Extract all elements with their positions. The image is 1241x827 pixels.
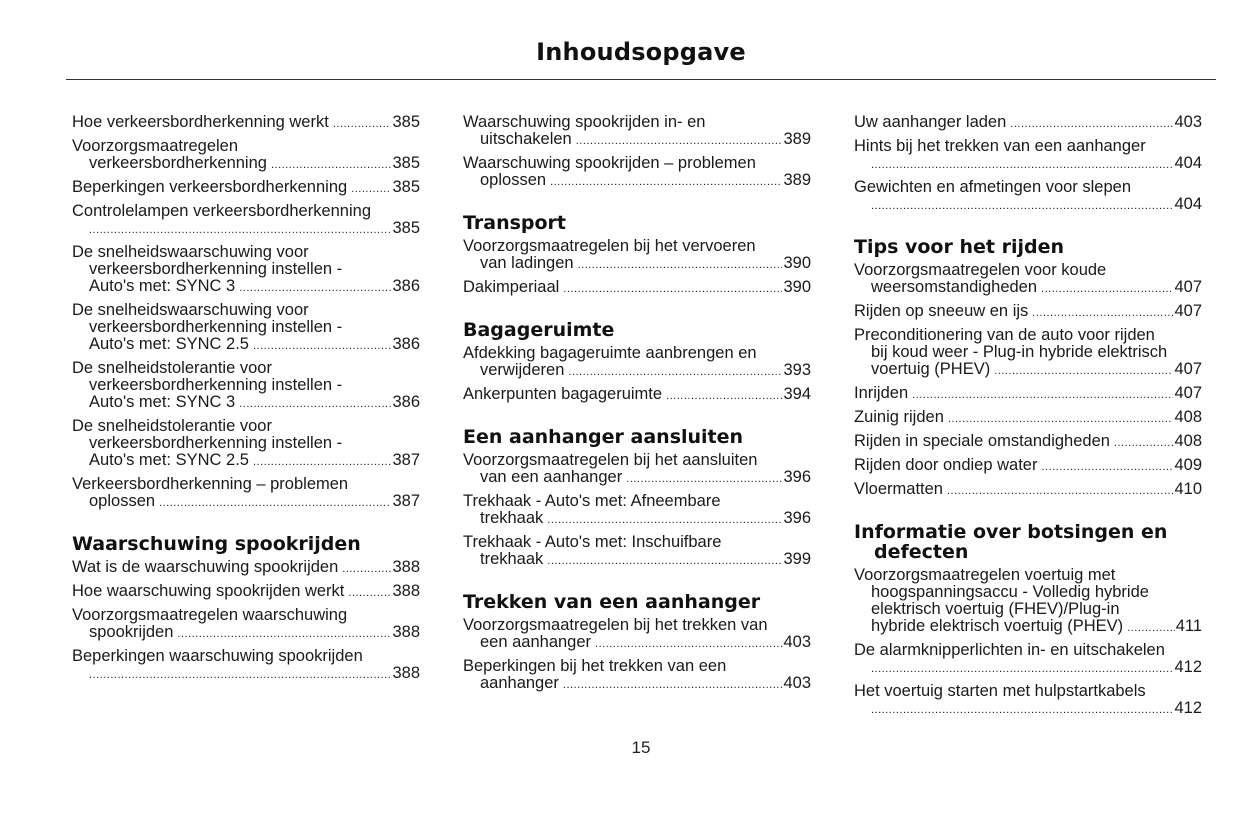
toc-entry-text: weersomstandigheden [871, 278, 1038, 296]
toc-entry-leader-row [463, 172, 811, 191]
dot-leader [253, 338, 392, 355]
toc-entry-page-number: 407 [1174, 302, 1202, 320]
toc-entry[interactable] [72, 559, 420, 578]
toc-entry[interactable] [463, 493, 811, 529]
section-heading-text: Bagageruimte [463, 319, 615, 341]
toc-entry-leader-row [854, 659, 1202, 678]
toc-entry-leader-row [463, 675, 811, 694]
section-heading [72, 534, 420, 554]
toc-entry-text: De snelheidswaarschuwing voor [72, 243, 309, 261]
toc-column-1 [72, 114, 420, 689]
toc-entry-leader-row [463, 386, 811, 405]
dot-leader [576, 133, 783, 150]
toc-entry[interactable] [463, 534, 811, 570]
toc-entry-leader-row [72, 278, 420, 297]
dot-leader [568, 364, 782, 381]
toc-entry-text: De snelheidswaarschuwing voor [72, 301, 309, 319]
toc-entry-text: Hoe verkeersbordherkenning werkt [72, 113, 329, 131]
toc-entry-text: Afdekking bagageruimte aanbrengen en [463, 344, 757, 362]
page-title: Inhoudsopgave [536, 38, 746, 66]
section-heading [463, 320, 811, 340]
toc-entry-leader-row [72, 624, 420, 643]
dot-leader [550, 174, 782, 191]
dot-leader [271, 157, 392, 174]
toc-entry[interactable] [72, 476, 420, 512]
toc-entry[interactable] [854, 433, 1202, 452]
toc-entry[interactable] [72, 203, 420, 239]
dot-leader [177, 626, 391, 643]
dot-leader [626, 471, 782, 488]
toc-entry[interactable] [854, 481, 1202, 500]
toc-entry-text: hybride elektrisch voertuig (PHEV) [871, 617, 1124, 635]
title-divider [66, 79, 1216, 80]
toc-entry[interactable] [854, 567, 1202, 637]
toc-entry-page-number: 385 [392, 219, 420, 237]
toc-entry-text: Auto's met: SYNC 2.5 [89, 335, 249, 353]
toc-entry-leader-row [854, 155, 1202, 174]
dot-leader [351, 181, 391, 198]
toc-entry-page-number: 403 [783, 674, 811, 692]
toc-entry-leader-row [72, 665, 420, 684]
section-heading-text: Tips voor het rijden [854, 236, 1064, 258]
toc-entry-page-number: 387 [392, 492, 420, 510]
toc-entry-page-number: 412 [1174, 658, 1202, 676]
toc-entry-text: De snelheidstolerantie voor [72, 417, 272, 435]
toc-entry-leader-row [854, 618, 1202, 637]
dot-leader [871, 157, 1173, 174]
dot-leader [333, 116, 392, 133]
toc-entry[interactable] [72, 302, 420, 355]
toc-entry-text: De alarmknipperlichten in- en uitschakelen [854, 641, 1165, 659]
toc-entry[interactable] [72, 607, 420, 643]
toc-entry-text: verwijderen [480, 361, 565, 379]
toc-column-2 [463, 114, 811, 699]
dot-leader [547, 553, 782, 570]
section-heading-text: defecten [874, 541, 969, 563]
toc-entry[interactable] [854, 457, 1202, 476]
dot-leader [1010, 116, 1173, 133]
toc-entry-text: Voorzorgsmaatregelen voor koude [854, 261, 1107, 279]
toc-entry-page-number: 388 [392, 558, 420, 576]
toc-entry-page-number: 387 [392, 451, 420, 469]
toc-entry-text: van ladingen [480, 254, 574, 272]
toc-entry-page-number: 394 [783, 385, 811, 403]
toc-entry-page-number: 411 [1175, 617, 1202, 635]
toc-entry-text: hoogspanningsaccu - Volledig hybride [871, 583, 1149, 601]
dot-leader [1032, 305, 1173, 322]
toc-entry-leader-row [72, 179, 420, 198]
toc-entry-page-number: 388 [392, 664, 420, 682]
toc-entry-text: uitschakelen [480, 130, 572, 148]
toc-entry-page-number: 396 [783, 509, 811, 527]
dot-leader [563, 281, 782, 298]
section-heading [463, 427, 811, 447]
dot-leader [563, 677, 783, 694]
toc-entry-text: Voorzorgsmaatregelen [72, 137, 239, 155]
dot-leader [253, 454, 392, 471]
toc-entry-text: Dakimperiaal [463, 278, 560, 296]
toc-entry-text: Auto's met: SYNC 2.5 [89, 451, 249, 469]
dot-leader [666, 388, 782, 405]
toc-entry-page-number: 407 [1174, 384, 1202, 402]
toc-entry-text: Waarschuwing spookrijden – problemen [463, 154, 756, 172]
dot-leader [947, 483, 1174, 500]
toc-entry-text: Vloermatten [854, 480, 943, 498]
section-heading-text: Trekken van een aanhanger [463, 591, 761, 613]
toc-entry-text: trekhaak [480, 550, 544, 568]
toc-entry-page-number: 408 [1174, 432, 1202, 450]
toc-entry-text: Voorzorgsmaatregelen voertuig met [854, 566, 1116, 584]
toc-entry-text: aanhanger [480, 674, 559, 692]
toc-entry-page-number: 390 [783, 254, 811, 272]
dot-leader [578, 257, 783, 274]
toc-entry[interactable] [854, 262, 1202, 298]
toc-entry-page-number: 412 [1174, 699, 1202, 717]
dot-leader [1114, 435, 1174, 452]
toc-entry[interactable] [463, 452, 811, 488]
toc-entry-text: Zuinig rijden [854, 408, 944, 426]
toc-entry[interactable] [72, 138, 420, 174]
dot-leader [871, 702, 1173, 719]
toc-entry-leader-row [72, 336, 420, 355]
toc-entry-leader-row [463, 510, 811, 529]
toc-entry-page-number: 385 [392, 113, 420, 131]
toc-entry-leader-row [72, 220, 420, 239]
toc-entry[interactable] [72, 418, 420, 471]
toc-entry[interactable] [854, 303, 1202, 322]
toc-entry-text: Voorzorgsmaatregelen bij het aansluiten [463, 451, 758, 469]
toc-entry-leader-row [854, 700, 1202, 719]
section-heading [463, 213, 811, 233]
dot-leader [547, 512, 782, 529]
dot-leader [1041, 459, 1173, 476]
toc-entry-leader-row [854, 114, 1202, 133]
toc-entry-leader-row [854, 409, 1202, 428]
toc-entry-page-number: 399 [783, 550, 811, 568]
toc-entry-text: Het voertuig starten met hulpstartkabels [854, 682, 1146, 700]
toc-entry-page-number: 396 [783, 468, 811, 486]
toc-entry-text: Rijden door ondiep water [854, 456, 1038, 474]
toc-entry-leader-row [72, 114, 420, 133]
toc-entry-page-number: 390 [783, 278, 811, 296]
toc-entry-leader-row [854, 457, 1202, 476]
toc-entry-leader-row [463, 551, 811, 570]
toc-entry-text: spookrijden [89, 623, 174, 641]
toc-entry-leader-row [72, 559, 420, 578]
toc-entry-leader-row [463, 362, 811, 381]
toc-entry-text: Beperkingen verkeersbordherkenning [72, 178, 348, 196]
toc-entry[interactable] [463, 238, 811, 274]
toc-entry[interactable] [72, 114, 420, 133]
section-heading-text: Informatie over botsingen en [854, 521, 1168, 543]
toc-entry[interactable] [463, 114, 811, 150]
toc-entry[interactable] [463, 279, 811, 298]
section-heading [854, 237, 1202, 257]
dot-leader [912, 387, 1173, 404]
toc-entry-text: verkeersbordherkenning instellen - [89, 260, 343, 278]
toc-entry-text: Voorzorgsmaatregelen bij het vervoeren [463, 237, 756, 255]
toc-entry[interactable] [463, 345, 811, 381]
toc-entry-page-number: 393 [783, 361, 811, 379]
toc-entry-page-number: 407 [1174, 278, 1202, 296]
toc-entry-page-number: 386 [392, 335, 420, 353]
dot-leader [348, 585, 391, 602]
toc-entry[interactable] [854, 385, 1202, 404]
toc-entry-text: Waarschuwing spookrijden in- en [463, 113, 706, 131]
toc-entry-text: Beperkingen bij het trekken van een [463, 657, 727, 675]
dot-leader [994, 363, 1173, 380]
toc-entry-text: een aanhanger [480, 633, 592, 651]
toc-entry-text: Auto's met: SYNC 3 [89, 277, 236, 295]
toc-entry-text: Trekhaak - Auto's met: Afneembare [463, 492, 721, 510]
dot-leader [595, 636, 782, 653]
dot-leader [89, 667, 391, 684]
section-heading [854, 522, 1202, 562]
toc-entry-leader-row [72, 493, 420, 512]
toc-entry-page-number: 388 [392, 623, 420, 641]
toc-entry[interactable] [854, 138, 1202, 174]
toc-entry-text: Beperkingen waarschuwing spookrijden [72, 647, 363, 665]
toc-entry-text: Rijden op sneeuw en ijs [854, 302, 1029, 320]
toc-entry-text: Hoe waarschuwing spookrijden werkt [72, 582, 345, 600]
dot-leader [1041, 281, 1173, 298]
dot-leader [1127, 620, 1175, 637]
toc-entry-text: Gewichten en afmetingen voor slepen [854, 178, 1132, 196]
toc-entry-text: Hints bij het trekken van een aanhanger [854, 137, 1146, 155]
toc-entry-text: verkeersbordherkenning instellen - [89, 376, 343, 394]
section-heading-text: Een aanhanger aansluiten [463, 426, 744, 448]
dot-leader [239, 280, 391, 297]
dot-leader [871, 661, 1173, 678]
toc-entry-leader-row [463, 131, 811, 150]
toc-entry[interactable] [463, 386, 811, 405]
toc-entry[interactable] [463, 617, 811, 653]
toc-entry-text: De snelheidstolerantie voor [72, 359, 272, 377]
toc-entry-leader-row [72, 155, 420, 174]
toc-entry[interactable] [72, 244, 420, 297]
toc-entry-leader-row [72, 452, 420, 471]
toc-entry-page-number: 408 [1174, 408, 1202, 426]
toc-entry-leader-row [854, 433, 1202, 452]
toc-entry[interactable] [854, 683, 1202, 719]
toc-entry-text: verkeersbordherkenning instellen - [89, 434, 343, 452]
toc-entry-text: elektrisch voertuig (FHEV)/Plug-in [871, 600, 1120, 618]
toc-entry[interactable] [854, 179, 1202, 215]
toc-entry[interactable] [72, 179, 420, 198]
toc-entry-text: verkeersbordherkenning [89, 154, 267, 172]
toc-entry-page-number: 389 [783, 171, 811, 189]
toc-entry-text: voertuig (PHEV) [871, 360, 991, 378]
toc-entry-leader-row [72, 583, 420, 602]
toc-entry[interactable] [463, 155, 811, 191]
toc-entry-text: Wat is de waarschuwing spookrijden [72, 558, 339, 576]
toc-entry-page-number: 385 [392, 178, 420, 196]
toc-entry-text: trekhaak [480, 509, 544, 527]
toc-entry-page-number: 410 [1174, 480, 1202, 498]
toc-entry-text: Controlelampen verkeersbordherkenning [72, 202, 372, 220]
toc-entry[interactable] [854, 409, 1202, 428]
toc-entry-page-number: 404 [1174, 195, 1202, 213]
toc-entry-page-number: 409 [1174, 456, 1202, 474]
toc-entry-text: Voorzorgsmaatregelen waarschuwing [72, 606, 348, 624]
toc-entry-text: Uw aanhanger laden [854, 113, 1007, 131]
toc-entry-leader-row [854, 279, 1202, 298]
toc-entry-text: bij koud weer - Plug-in hybride elektrisch [871, 343, 1168, 361]
toc-entry-text: verkeersbordherkenning instellen - [89, 318, 343, 336]
toc-entry-leader-row [463, 634, 811, 653]
toc-entry[interactable] [854, 642, 1202, 678]
section-heading [463, 592, 811, 612]
toc-entry-text: Preconditionering van de auto voor rijden [854, 326, 1155, 344]
toc-entry-text: oplossen [89, 492, 156, 510]
toc-entry-page-number: 404 [1174, 154, 1202, 172]
toc-entry-leader-row [72, 394, 420, 413]
toc-entry[interactable] [72, 360, 420, 413]
toc-entry-page-number: 389 [783, 130, 811, 148]
page-number: 15 [631, 738, 651, 757]
toc-entry-text: Inrijden [854, 384, 909, 402]
toc-entry-page-number: 386 [392, 277, 420, 295]
toc-entry-leader-row [854, 361, 1202, 380]
toc-entry[interactable] [854, 327, 1202, 380]
section-heading-text: Transport [463, 212, 567, 234]
toc-entry-leader-row [463, 255, 811, 274]
toc-entry-text: Rijden in speciale omstandigheden [854, 432, 1110, 450]
toc-entry[interactable] [72, 648, 420, 684]
toc-entry-text: Ankerpunten bagageruimte [463, 385, 663, 403]
toc-entry-text: oplossen [480, 171, 547, 189]
toc-entry-leader-row [854, 303, 1202, 322]
dot-leader [342, 561, 391, 578]
toc-entry[interactable] [72, 583, 420, 602]
toc-entry-text: van een aanhanger [480, 468, 623, 486]
toc-entry-page-number: 388 [392, 582, 420, 600]
section-heading-text: Waarschuwing spookrijden [72, 533, 361, 555]
toc-entry-page-number: 407 [1174, 360, 1202, 378]
toc-entry-page-number: 403 [783, 633, 811, 651]
dot-leader [89, 222, 391, 239]
toc-entry-page-number: 403 [1174, 113, 1202, 131]
toc-entry-leader-row [463, 469, 811, 488]
toc-entry[interactable] [854, 114, 1202, 133]
toc-column-3 [854, 114, 1202, 724]
toc-entry-page-number: 385 [392, 154, 420, 172]
toc-entry-text: Auto's met: SYNC 3 [89, 393, 236, 411]
toc-entry-leader-row [463, 279, 811, 298]
toc-entry-text: Verkeersbordherkenning – problemen [72, 475, 349, 493]
dot-leader [948, 411, 1174, 428]
toc-entry-leader-row [854, 481, 1202, 500]
dot-leader [239, 396, 391, 413]
dot-leader [159, 495, 391, 512]
toc-entry-text: Voorzorgsmaatregelen bij het trekken van [463, 616, 768, 634]
toc-entry-leader-row [854, 385, 1202, 404]
toc-entry-leader-row [854, 196, 1202, 215]
toc-entry-text: Trekhaak - Auto's met: Inschuifbare [463, 533, 722, 551]
dot-leader [871, 198, 1173, 215]
toc-entry-page-number: 386 [392, 393, 420, 411]
toc-entry[interactable] [463, 658, 811, 694]
